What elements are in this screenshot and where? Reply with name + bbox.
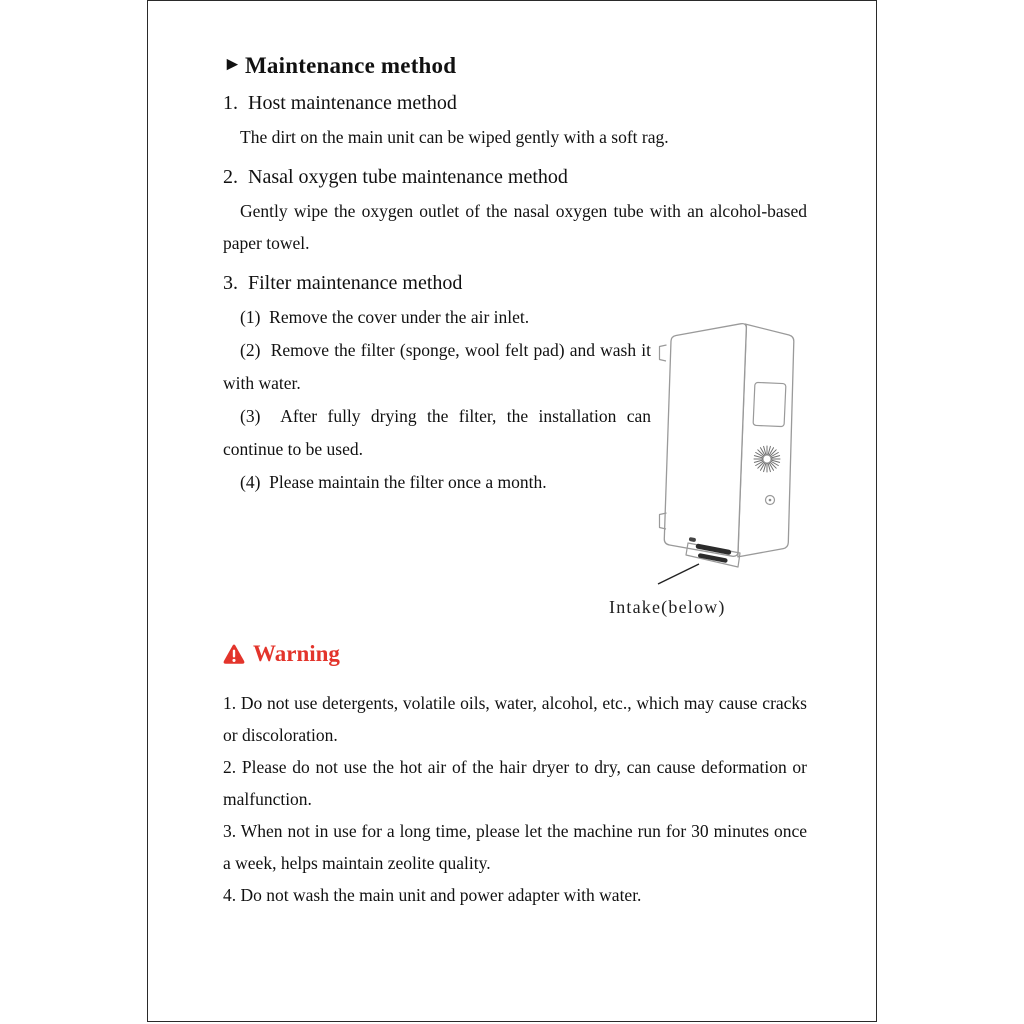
warning-icon — [223, 643, 245, 665]
device-figure — [609, 295, 811, 618]
warning-heading-text: Warning — [253, 641, 340, 666]
page-content — [148, 1, 876, 951]
page-title-text: Maintenance method — [245, 53, 457, 78]
filter-section-body — [223, 301, 807, 617]
warning-item-2: 2. Please do not use the hot air of the hair dryer to dry, can cause deformation or malfunction. — [223, 757, 807, 809]
triangle-bullet-icon: ► — [223, 54, 243, 75]
device-side-face — [738, 324, 794, 557]
device-front-face — [664, 324, 746, 557]
filter-step-1: (1) Remove the cover under the air inlet. — [240, 307, 530, 327]
warning-heading — [223, 641, 807, 667]
page-title — [223, 53, 807, 79]
warning-item-4: 4. Do not wash the main unit and power adapter with water. — [223, 885, 642, 905]
filter-step-3: (3) After fully drying the filter, the installation can continue to be used. — [223, 406, 656, 459]
section-2-heading: 2. Nasal oxygen tube maintenance method — [223, 166, 568, 188]
caption-leader-line — [658, 564, 699, 584]
document-page — [147, 0, 877, 1022]
section-3-heading: 3. Filter maintenance method — [223, 272, 463, 294]
filter-step-2: (2) Remove the filter (sponge, wool felt pad) and wash it with water. — [223, 340, 656, 393]
section-2-paragraph: Gently wipe the oxygen outlet of the nasal oxygen tube with an alcohol-based paper towel. — [223, 201, 807, 253]
warning-item-1: 1. Do not use detergents, volatile oils, water, alcohol, etc., which may cause cracks or discoloration. — [223, 693, 807, 745]
section-1-heading: 1. Host maintenance method — [223, 92, 457, 114]
device-button-dot — [769, 499, 772, 502]
device-illustration — [648, 295, 803, 585]
section-1-paragraph: The dirt on the main unit can be wiped gently with a soft rag. — [240, 127, 669, 147]
warning-item-3: 3. When not in use for a long time, please let the machine run for 30 minutes once a week, helps maintain zeolite quality. — [223, 821, 807, 873]
device-clip-top — [660, 345, 667, 361]
filter-step-4: (4) Please maintain the filter once a month. — [240, 472, 547, 492]
figure-caption: Intake(below) — [609, 597, 726, 617]
